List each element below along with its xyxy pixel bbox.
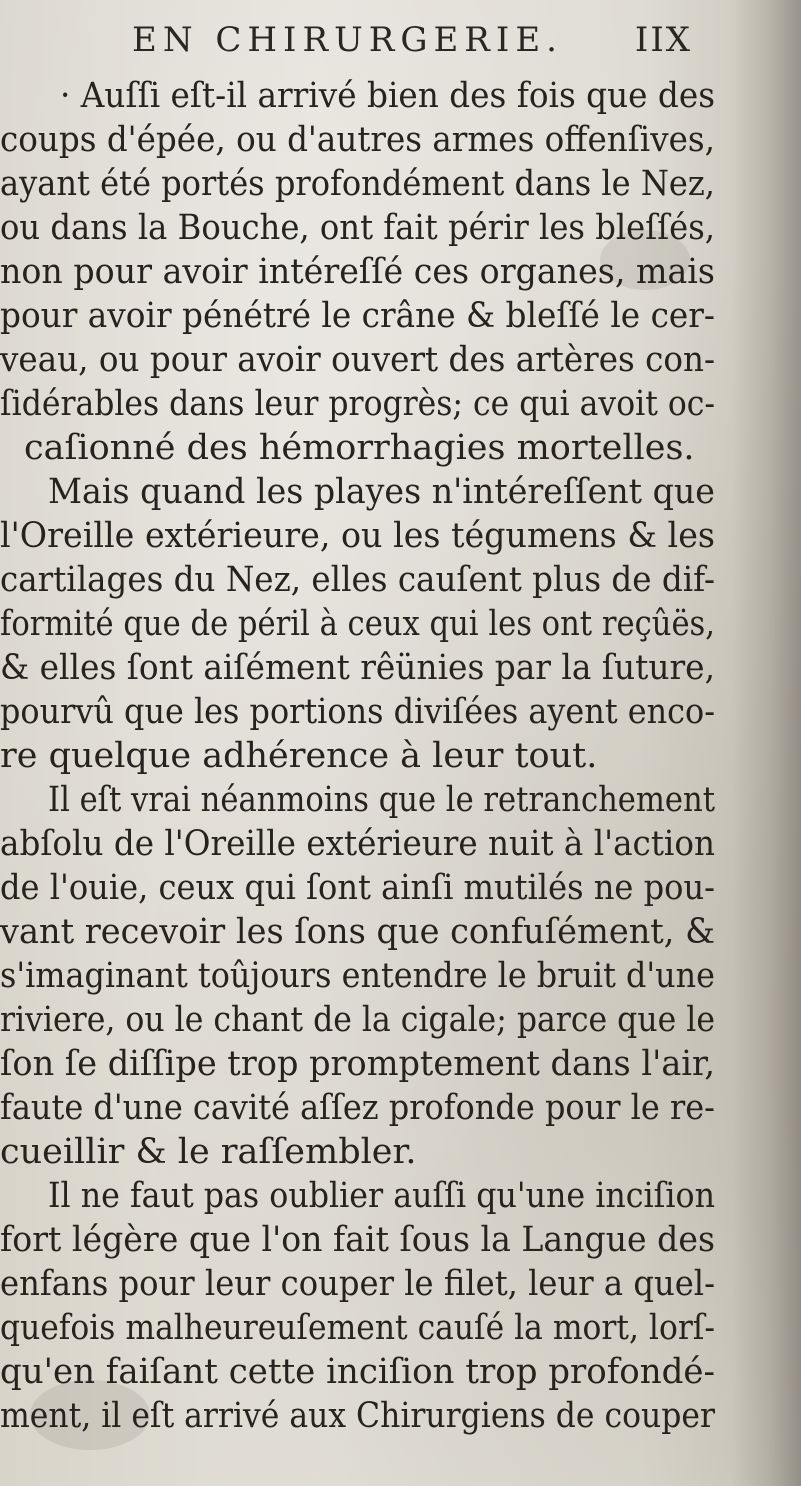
text-line: quefois malheureuſement cauſé la mort, lorſ- [0, 1308, 715, 1348]
text-line: veau, ou pour avoir ouvert des artères con- [0, 340, 715, 380]
text-line: ſidérables dans leur progrès; ce qui avoit oc- [0, 384, 715, 424]
running-head-title: EN CHIRURGERIE. [132, 20, 563, 60]
page-gutter-shadow [731, 0, 801, 1486]
page-number: IIX [634, 20, 692, 60]
text-line: s'imaginant toûjours entendre le bruit d'une [0, 956, 715, 996]
text-line: Il ne faut pas oublier auſſi qu'une inciſion [48, 1176, 715, 1216]
text-line: cueillir & le raſſembler. [0, 1132, 417, 1172]
text-line: coups d'épée, ou d'autres armes offenſives, [0, 120, 715, 160]
text-line: de l'ouie, ceux qui ſont ainſi mutilés ne pou- [0, 868, 715, 908]
text-line: · Auſſi eſt-il arrivé bien des fois que des [60, 76, 715, 116]
text-line: caſionné des hémorrhagies mortelles. [24, 428, 695, 468]
text-line: abſolu de l'Oreille extérieure nuit à l'action [0, 824, 715, 864]
text-line: ayant été portés profondément dans le Nez, [0, 164, 715, 204]
text-line: l'Oreille extérieure, ou les tégumens & les [0, 516, 715, 556]
text-line: vant recevoir les ſons que confuſément, & [0, 912, 715, 952]
text-line: pour avoir pénétré le crâne & bleſſé le cer- [0, 296, 715, 336]
text-line: qu'en faiſant cette inciſion trop profondé- [0, 1352, 715, 1392]
text-line: ou dans la Bouche, ont fait périr les bleſſés, [0, 208, 715, 248]
running-head [132, 20, 692, 60]
text-line: re quelque adhérence à leur tout. [0, 736, 598, 776]
text-line: pourvû que les portions diviſées ayent enco- [0, 692, 715, 732]
text-line: cartilages du Nez, elles cauſent plus de dif- [0, 560, 715, 600]
text-line: fort légère que l'on fait ſous la Langue des [0, 1220, 715, 1260]
text-line: non pour avoir intéreſſé ces organes, mais [0, 252, 715, 292]
text-line: faute d'une cavité aſſez profonde pour le re- [0, 1088, 715, 1128]
text-line: formité que de péril à ceux qui les ont reçûës, [0, 604, 715, 644]
text-line: ſon ſe diſſipe trop promptement dans l'air, [0, 1044, 715, 1084]
text-line: Mais quand les playes n'intéreſſent que [48, 472, 715, 512]
text-line: ment, il eſt arrivé aux Chirurgiens de couper [0, 1396, 715, 1436]
text-line: riviere, ou le chant de la cigale; parce que le [0, 1000, 715, 1040]
text-line: & elles ſont aiſément rêünies par la ſuture, [0, 648, 715, 688]
text-line: enfans pour leur couper le filet, leur a quel- [0, 1264, 715, 1304]
text-line: Il eſt vrai néanmoins que le retranchement [48, 780, 715, 820]
